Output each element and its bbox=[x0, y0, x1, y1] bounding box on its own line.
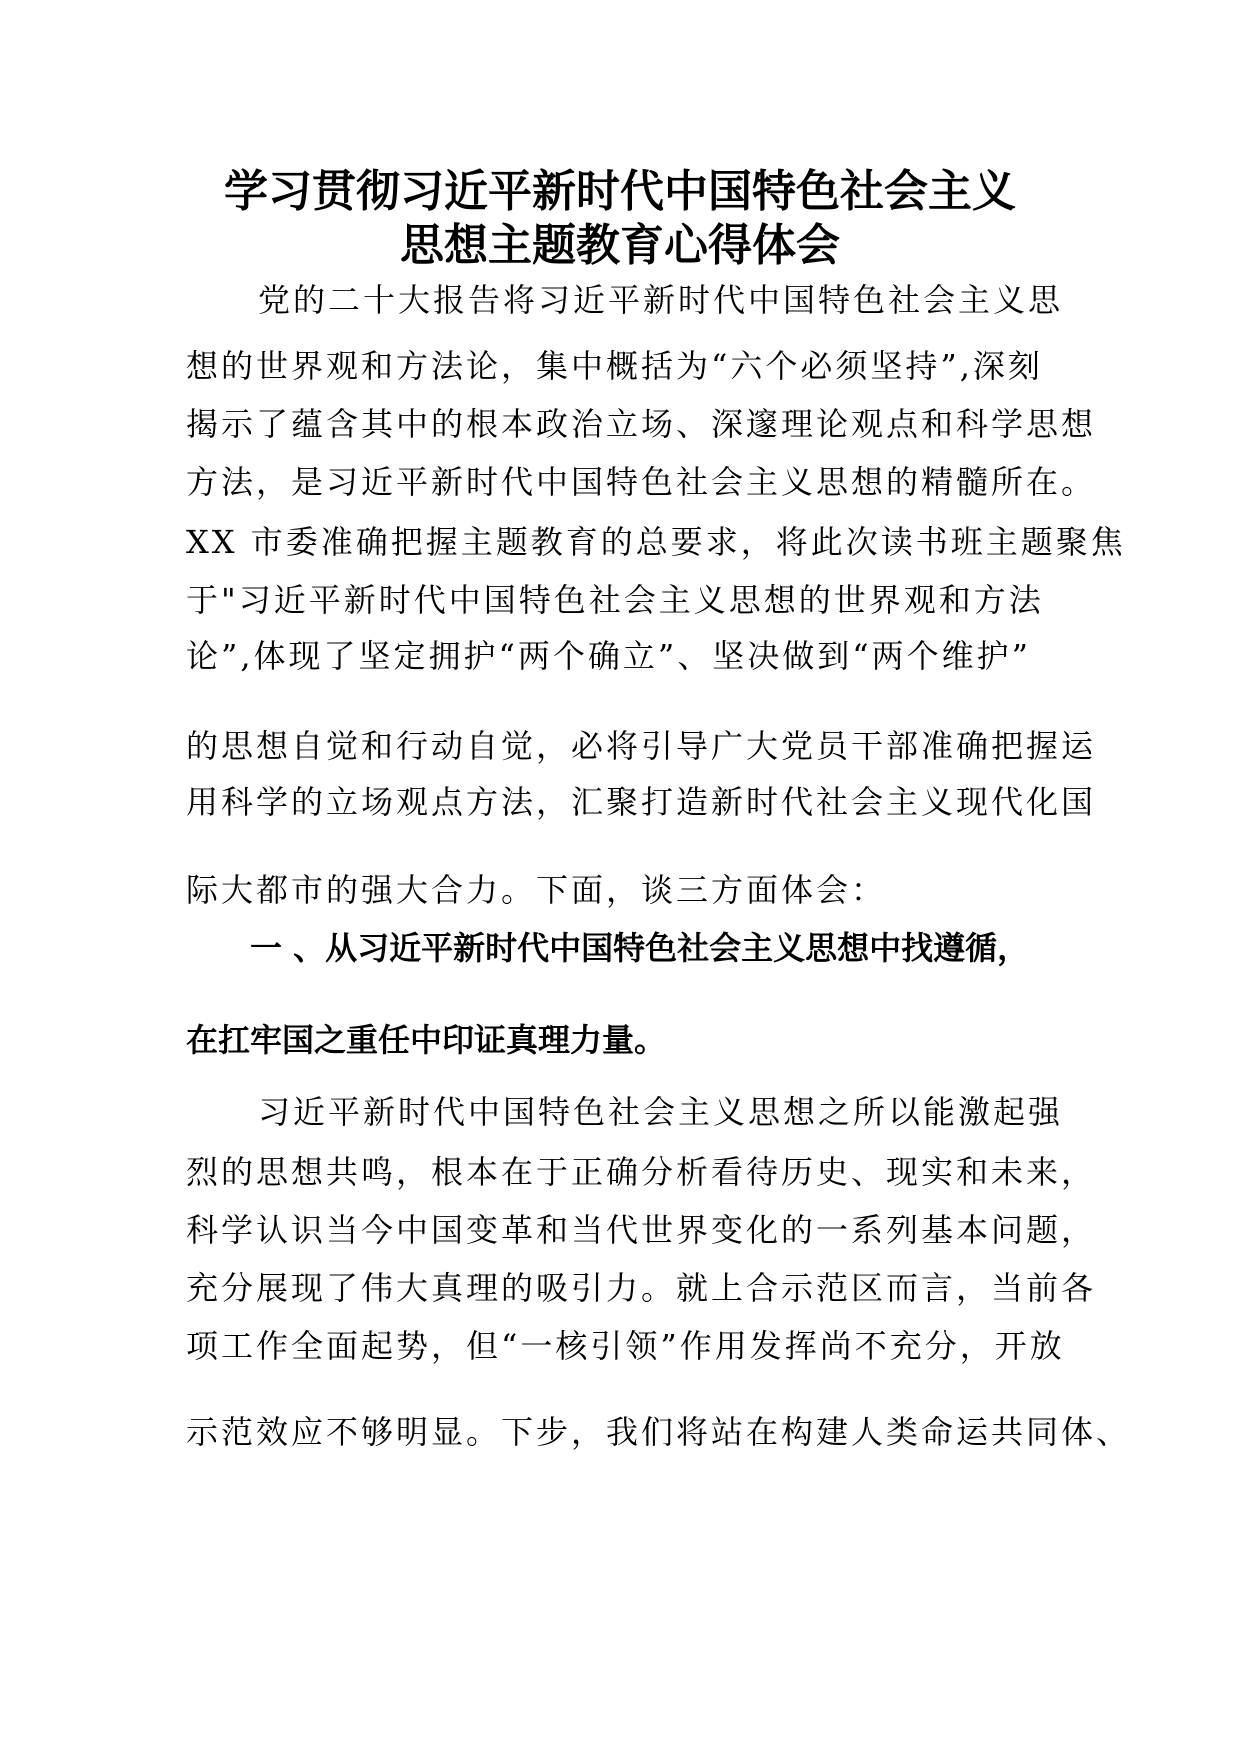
document-title-line-1: 学习贯彻习近平新时代中国特色社会主义 bbox=[224, 166, 1016, 217]
paragraph-1-line-5: XX 市委准确把握主题教育的总要求，将此次读书班主题聚焦 bbox=[186, 523, 1126, 561]
paragraph-1-line-7: 论”,体现了坚定拥护“两个确立”、坚决做到“两个维护” bbox=[186, 637, 1031, 675]
paragraph-2-line-1: 习近平新时代中国特色社会主义思想之所以能激起强 bbox=[258, 1093, 1064, 1131]
paragraph-2-line-6: 示范效应不够明显。下步，我们将站在构建人类命运共同体、 bbox=[186, 1413, 1132, 1451]
paragraph-2-line-2: 烈的思想共鸣，根本在于正确分析看待历史、现实和未来， bbox=[186, 1153, 1097, 1191]
document-title-line-2: 思想主题教育心得体会 bbox=[400, 220, 840, 271]
paragraph-1-line-2: 想的世界观和方法论，集中概括为“六个必须坚持”,深刻 bbox=[186, 347, 1043, 385]
paragraph-1-line-4: 方法，是习近平新时代中国特色社会主义思想的精髓所在。 bbox=[186, 463, 1097, 501]
paragraph-1-line-3: 揭示了蕴含其中的根本政治立场、深邃理论观点和科学思想 bbox=[186, 405, 1097, 443]
paragraph-1-line-10: 际大都市的强大合力。下面，谈三方面体会： bbox=[186, 871, 887, 909]
paragraph-1-line-9: 用科学的立场观点方法，汇聚打造新时代社会主义现代化国 bbox=[186, 783, 1097, 821]
paragraph-2-line-3: 科学认识当今中国变革和当代世界变化的一系列基本问题， bbox=[186, 1211, 1097, 1249]
paragraph-1-line-1: 党的二十大报告将习近平新时代中国特色社会主义思 bbox=[258, 281, 1064, 319]
section-heading-1-line-1: 一 、从习近平新时代中国特色社会主义思想中找遵循， bbox=[250, 929, 1030, 967]
section-heading-1-line-2: 在扛牢国之重任中印证真理力量。 bbox=[186, 1021, 667, 1059]
paragraph-2-line-4: 充分展现了伟大真理的吸引力。就上合示范区而言，当前各 bbox=[186, 1269, 1097, 1307]
paragraph-1-line-8: 的思想自觉和行动自觉，必将引导广大党员干部准确把握运 bbox=[186, 727, 1097, 765]
paragraph-2-line-5: 项工作全面起势，但“一核引领”作用发挥尚不充分，开放 bbox=[186, 1327, 1065, 1365]
paragraph-1-line-6: 于"习近平新时代中国特色社会主义思想的世界观和方法 bbox=[186, 581, 1044, 619]
